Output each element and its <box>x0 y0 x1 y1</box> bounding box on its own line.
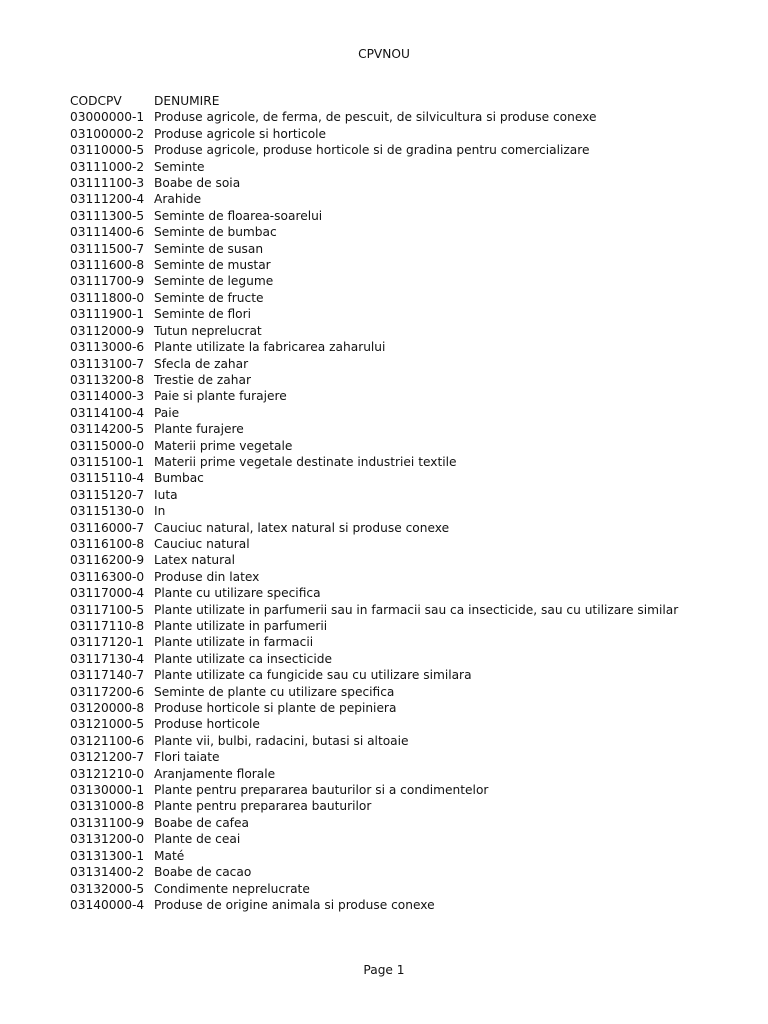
cpv-name-cell: Materii prime vegetale destinate industriei textile <box>154 454 457 469</box>
cpv-code-cell: 03121100-6 <box>70 733 145 748</box>
table-row <box>70 831 750 847</box>
table-row <box>70 388 750 404</box>
cpv-name-cell: Cauciuc natural, latex natural si produse conexe <box>154 520 450 535</box>
cpv-code-cell: 03132000-5 <box>70 881 145 896</box>
cpv-code-cell: 03110000-5 <box>70 143 145 158</box>
cpv-code-cell: 03117100-5 <box>70 602 145 617</box>
cpv-code-cell: 03117130-4 <box>70 651 145 666</box>
cpv-name-cell: Plante utilizate in parfumerii sau in farmacii sau ca insecticide, sau cu utilizare similar <box>154 602 679 617</box>
table-row <box>70 503 750 519</box>
table-row <box>70 454 750 470</box>
cpv-name-cell: Aranjamente florale <box>154 766 276 781</box>
cpv-name-cell: Materii prime vegetale <box>154 438 293 453</box>
cpv-name-cell: Produse agricole si horticole <box>154 126 327 141</box>
cpv-code-cell: 03111700-9 <box>70 274 145 289</box>
cpv-name-cell: Seminte de bumbac <box>154 225 277 240</box>
table-row <box>70 520 750 536</box>
cpv-code-cell: 03117110-8 <box>70 619 145 633</box>
table-row <box>70 716 750 732</box>
table-row <box>70 257 750 273</box>
table-row <box>70 897 750 913</box>
cpv-name-cell: Produse de origine animala si produse conexe <box>154 897 435 912</box>
cpv-code-cell: 03113200-8 <box>70 372 145 387</box>
table-row <box>70 208 750 224</box>
table-row <box>70 142 750 158</box>
cpv-name-cell: Produse horticole <box>154 717 260 732</box>
cpv-code-cell: 03117140-7 <box>70 668 145 683</box>
table-row <box>70 864 750 880</box>
cpv-name-cell: Plante pentru prepararea bauturilor <box>154 799 372 814</box>
cpv-name-cell: Produse agricole, de ferma, de pescuit, de silvicultura si produse conexe <box>154 110 597 125</box>
cpv-code-cell: 03140000-4 <box>70 897 145 912</box>
table-row <box>70 487 750 503</box>
cpv-name-cell: Maté <box>154 848 185 863</box>
table-row <box>70 684 750 700</box>
cpv-name-cell: Plante utilizate in farmacii <box>154 635 314 650</box>
cpv-code-cell: 03117200-6 <box>70 684 145 699</box>
table-row <box>70 421 750 437</box>
cpv-name-cell: Plante furajere <box>154 422 244 437</box>
cpv-code-cell: 03117120-1 <box>70 635 145 650</box>
table-row <box>70 651 750 667</box>
cpv-code-table <box>70 93 750 913</box>
table-row <box>70 405 750 421</box>
cpv-code-cell: 03112000-9 <box>70 323 145 338</box>
cpv-name-cell: Seminte de floarea-soarelui <box>154 208 323 223</box>
cpv-code-cell: 03115130-0 <box>70 504 145 519</box>
cpv-name-cell: Plante utilizate in parfumerii <box>154 619 328 633</box>
table-row <box>70 634 750 650</box>
cpv-code-cell: 03115120-7 <box>70 487 145 502</box>
cpv-code-cell: 03111400-6 <box>70 225 145 240</box>
cpv-code-cell: 03121200-7 <box>70 750 145 765</box>
cpv-code-cell: 03117000-4 <box>70 586 145 601</box>
cpv-code-cell: 03115110-4 <box>70 471 145 486</box>
cpv-code-cell: 03111800-0 <box>70 290 145 305</box>
cpv-name-cell: Plante utilizate ca fungicide sau cu utilizare similara <box>154 668 472 683</box>
table-row <box>70 782 750 798</box>
table-row <box>70 749 750 765</box>
cpv-name-cell: Seminte de legume <box>154 274 274 289</box>
table-row <box>70 159 750 175</box>
cpv-code-cell: 03113000-6 <box>70 340 145 355</box>
table-row <box>70 273 750 289</box>
cpv-name-cell: Plante vii, bulbi, radacini, butasi si altoaie <box>154 733 409 748</box>
cpv-name-cell: Sfecla de zahar <box>154 356 249 371</box>
cpv-code-cell: 03113100-7 <box>70 356 145 371</box>
cpv-code-cell: 03114200-5 <box>70 422 145 437</box>
cpv-name-cell: Paie <box>154 405 180 420</box>
table-row <box>70 569 750 585</box>
cpv-name-cell: Latex natural <box>154 553 235 568</box>
table-header-row <box>70 93 750 109</box>
cpv-code-cell: 03116200-9 <box>70 553 145 568</box>
cpv-name-cell: Flori taiate <box>154 750 220 765</box>
table-body <box>70 109 750 913</box>
cpv-code-cell: 03131000-8 <box>70 799 145 814</box>
cpv-code-cell: 03114000-3 <box>70 389 145 404</box>
cpv-code-cell: 03111600-8 <box>70 258 145 273</box>
page-number: Page 1 <box>363 963 405 977</box>
table-row <box>70 798 750 814</box>
cpv-code-cell: 03115000-0 <box>70 438 145 453</box>
cpv-name-cell: Boabe de cacao <box>154 865 252 880</box>
cpv-name-cell: Cauciuc natural <box>154 536 250 551</box>
table-row <box>70 700 750 716</box>
table-row <box>70 766 750 782</box>
table-row <box>70 306 750 322</box>
cpv-name-cell: Produse din latex <box>154 569 260 584</box>
cpv-code-cell: 03111500-7 <box>70 241 145 256</box>
cpv-name-cell: Boabe de cafea <box>154 815 249 830</box>
cpv-name-cell: Seminte de fructe <box>154 290 264 305</box>
cpv-name-cell: Seminte de mustar <box>154 258 271 273</box>
table-row <box>70 585 750 601</box>
cpv-code-cell: 03121210-0 <box>70 766 145 781</box>
cpv-name-cell: Paie si plante furajere <box>154 389 287 404</box>
cpv-name-cell: Produse agricole, produse horticole si de gradina pentru comercializare <box>154 143 590 158</box>
cpv-code-cell: 03130000-1 <box>70 783 145 798</box>
cpv-name-cell: Plante utilizate ca insecticide <box>154 651 332 666</box>
cpv-code-cell: 03116300-0 <box>70 569 145 584</box>
cpv-name-cell: Trestie de zahar <box>154 372 251 387</box>
table-row <box>70 667 750 683</box>
cpv-code-cell: 03111100-3 <box>70 176 145 191</box>
table-row <box>70 552 750 568</box>
cpv-name-cell: Seminte <box>154 159 205 174</box>
page-title: CPVNOU <box>358 47 410 61</box>
table-row <box>70 372 750 388</box>
table-row <box>70 109 750 125</box>
table-row <box>70 536 750 552</box>
table-row <box>70 290 750 306</box>
cpv-code-cell: 03121000-5 <box>70 717 145 732</box>
table-row <box>70 356 750 372</box>
cpv-name-cell: Seminte de susan <box>154 241 264 256</box>
table-row <box>70 241 750 257</box>
cpv-code-cell: 03000000-1 <box>70 110 145 125</box>
cpv-code-cell: 03111000-2 <box>70 159 145 174</box>
cpv-code-cell: 03131300-1 <box>70 848 145 863</box>
table-row <box>70 881 750 897</box>
cpv-code-cell: 03111900-1 <box>70 307 145 322</box>
cpv-code-cell: 03111300-5 <box>70 208 145 223</box>
cpv-code-cell: 03114100-4 <box>70 405 145 420</box>
cpv-name-cell: In <box>154 504 166 519</box>
table-row <box>70 470 750 486</box>
cpv-name-cell: Plante pentru prepararea bauturilor si a condimentelor <box>154 783 489 798</box>
cpv-name-cell: Bumbac <box>154 471 204 486</box>
table-row <box>70 323 750 339</box>
cpv-code-cell: 03131400-2 <box>70 865 145 880</box>
cpv-code-cell: 03116100-8 <box>70 536 145 551</box>
table-row <box>70 438 750 454</box>
cpv-name-cell: Plante de ceai <box>154 832 241 847</box>
cpv-name-cell: Boabe de soia <box>154 176 241 191</box>
table-row <box>70 848 750 864</box>
table-row <box>70 618 750 634</box>
column-header-name: DENUMIRE <box>154 94 220 108</box>
cpv-name-cell: Seminte de plante cu utilizare specifica <box>154 684 395 699</box>
cpv-name-cell: Arahide <box>154 192 202 207</box>
table-row <box>70 126 750 142</box>
cpv-code-cell: 03115100-1 <box>70 454 145 469</box>
table-row <box>70 191 750 207</box>
cpv-code-cell: 03131200-0 <box>70 832 145 847</box>
table-row <box>70 175 750 191</box>
cpv-code-cell: 03116000-7 <box>70 520 145 535</box>
cpv-name-cell: Iuta <box>154 487 178 502</box>
cpv-name-cell: Condimente neprelucrate <box>154 881 310 896</box>
cpv-name-cell: Plante utilizate la fabricarea zaharului <box>154 340 386 355</box>
cpv-code-cell: 03131100-9 <box>70 815 145 830</box>
cpv-code-cell: 03111200-4 <box>70 192 145 207</box>
cpv-name-cell: Produse horticole si plante de pepiniera <box>154 701 397 716</box>
cpv-name-cell: Seminte de flori <box>154 307 252 322</box>
cpv-name-cell: Plante cu utilizare specifica <box>154 586 321 601</box>
cpv-name-cell: Tutun neprelucrat <box>154 323 262 338</box>
table-row <box>70 224 750 240</box>
table-row <box>70 602 750 618</box>
table-row <box>70 339 750 355</box>
table-row <box>70 733 750 749</box>
column-header-code: CODCPV <box>70 94 122 108</box>
table-row <box>70 815 750 831</box>
cpv-code-cell: 03120000-8 <box>70 701 145 716</box>
cpv-code-cell: 03100000-2 <box>70 126 145 141</box>
